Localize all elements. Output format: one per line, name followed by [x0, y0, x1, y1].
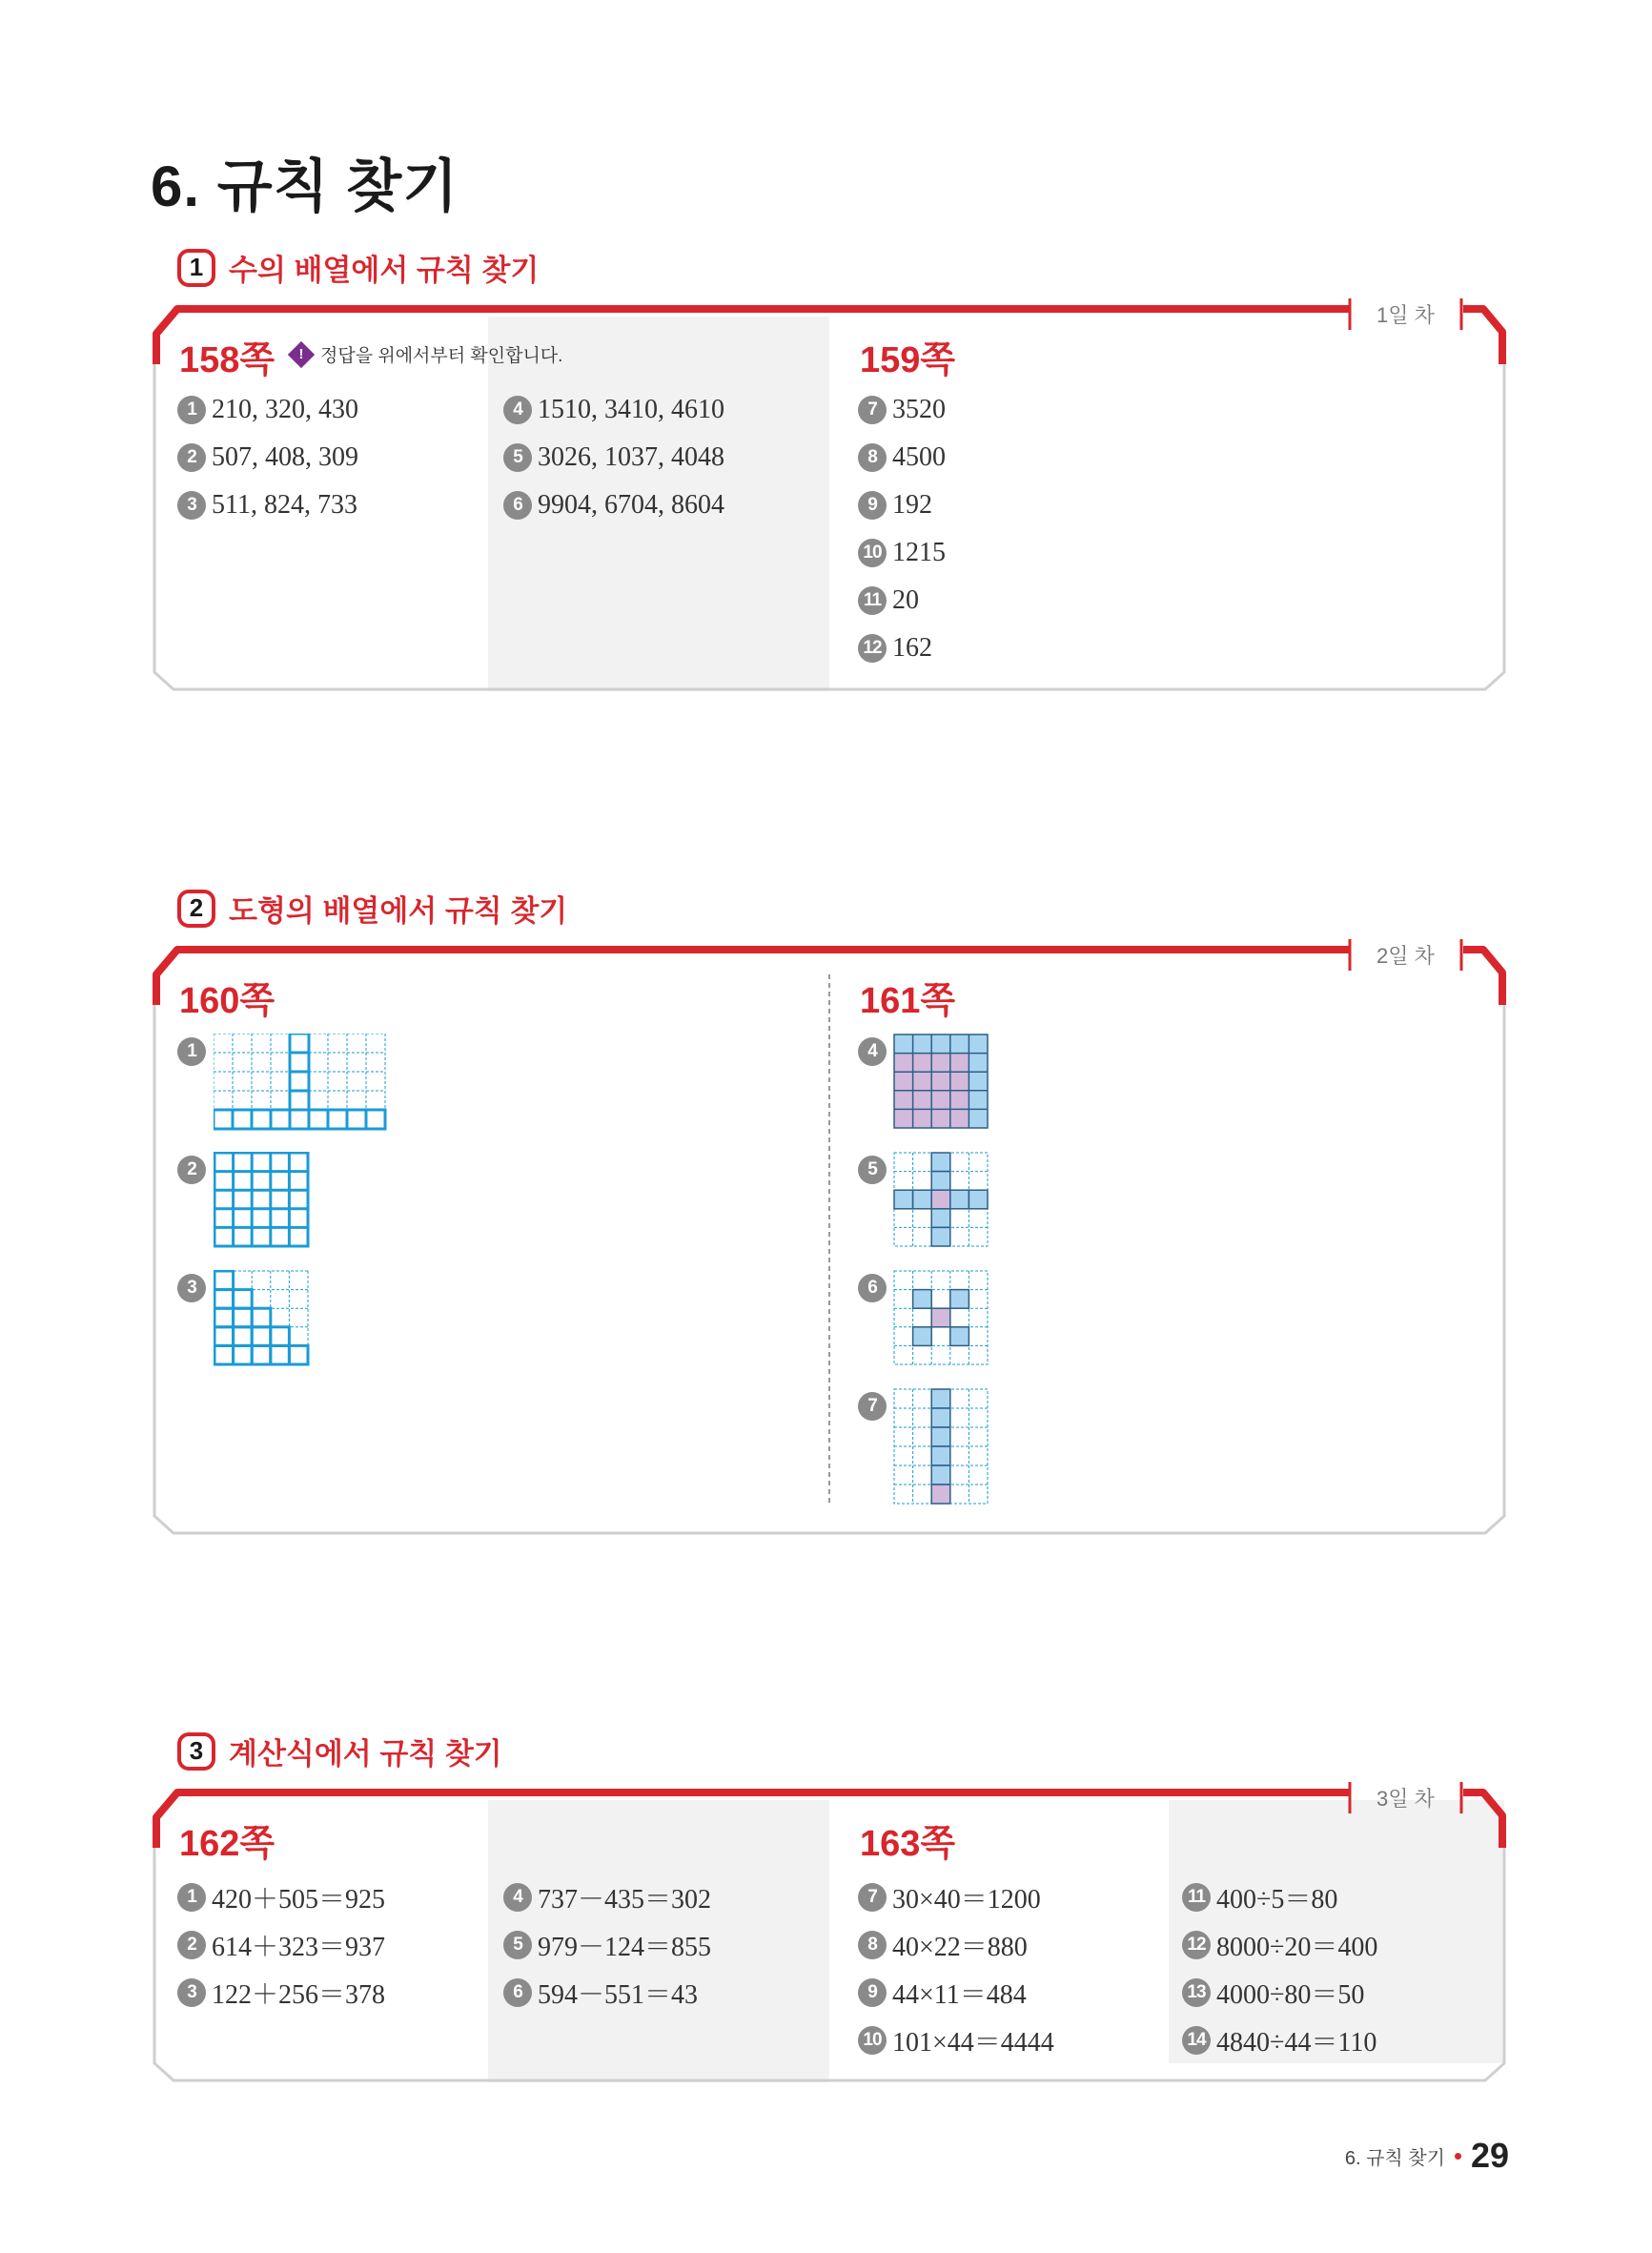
- note-text: 정답을 위에서부터 확인합니다.: [320, 346, 563, 366]
- pattern-figure-6: [893, 1270, 990, 1367]
- answer-item: 11 20: [858, 585, 919, 616]
- answer-item: 10 1215: [858, 538, 946, 568]
- answer-item: 5 3026, 1037, 4048: [503, 442, 724, 473]
- answer-item: 5 979－124＝855: [503, 1926, 711, 1964]
- answer-item: 13 4000÷80＝50: [1182, 1974, 1364, 2012]
- page-ref-160: 160쪽: [179, 981, 275, 1021]
- page-number: 29: [1470, 2136, 1509, 2175]
- answer-item: 12 8000÷20＝400: [1182, 1926, 1377, 1964]
- figure-number: 1: [177, 1037, 206, 1066]
- chapter-title: 6. 규칙 찾기: [151, 154, 459, 218]
- pattern-figure-5: [893, 1152, 990, 1249]
- page-footer: [1345, 2136, 1509, 2176]
- answer-item: 9 192: [858, 490, 932, 521]
- page-ref-158: 158쪽: [179, 340, 275, 380]
- answer-item: 11 400÷5＝80: [1182, 1878, 1337, 1916]
- answer-item: 3 122＋256＝378: [177, 1974, 385, 2012]
- pattern-figure-7: [893, 1388, 990, 1506]
- section-1-panel: [153, 296, 1506, 691]
- figure-number: 2: [177, 1156, 206, 1184]
- day-label: 2일 차: [1377, 944, 1435, 968]
- day-label: 1일 차: [1377, 303, 1435, 327]
- footer-chapter: 6. 규칙 찾기: [1344, 2147, 1445, 2169]
- panel-frame: [153, 936, 1506, 1535]
- section-3-header: [177, 1730, 502, 1772]
- pattern-figure-2: [214, 1152, 311, 1249]
- answer-item: 7 3520: [858, 395, 946, 425]
- answer-item: 4 737－435＝302: [503, 1878, 711, 1916]
- section-1-header: [177, 246, 539, 289]
- figure-number: 5: [858, 1156, 887, 1184]
- answer-item: 3 511, 824, 733: [177, 490, 357, 521]
- answer-item: 4 1510, 3410, 4610: [503, 395, 724, 425]
- pattern-figure-3: [214, 1270, 311, 1367]
- answer-item: 10 101×44＝4444: [858, 2021, 1054, 2059]
- pattern-figure-1: [214, 1034, 387, 1131]
- section-2-header: [177, 887, 567, 930]
- answer-item: 7 30×40＝1200: [858, 1878, 1041, 1916]
- answer-item: 9 44×11＝484: [858, 1974, 1027, 2012]
- section-3-panel: [153, 1779, 1506, 2082]
- section-2-panel: [153, 936, 1506, 1535]
- exclamation-icon: !: [288, 340, 315, 367]
- answer-item: 1 210, 320, 430: [177, 395, 358, 425]
- answer-item: 6 9904, 6704, 8604: [503, 490, 724, 521]
- section-number-badge: 2: [177, 890, 215, 928]
- figure-number: 6: [858, 1274, 887, 1302]
- note: [292, 341, 562, 367]
- section-number-badge: 3: [177, 1732, 215, 1771]
- day-label: 3일 차: [1377, 1787, 1435, 1811]
- answer-item: 2 614＋323＝937: [177, 1926, 385, 1964]
- answer-item: 14 4840÷44＝110: [1182, 2021, 1377, 2059]
- page-ref-159: 159쪽: [860, 340, 956, 380]
- answer-item: 12 162: [858, 633, 932, 664]
- section-title: 도형의 배열에서 규칙 찾기: [229, 894, 568, 928]
- figure-number: 3: [177, 1274, 206, 1302]
- figure-number: 4: [858, 1037, 887, 1066]
- page-ref-163: 163쪽: [860, 1824, 956, 1864]
- answer-item: 8 40×22＝880: [858, 1926, 1028, 1964]
- section-title: 계산식에서 규칙 찾기: [229, 1737, 502, 1771]
- page-ref-162: 162쪽: [179, 1824, 275, 1864]
- answer-item: 6 594－551＝43: [503, 1974, 698, 2012]
- page-ref-161: 161쪽: [860, 981, 956, 1021]
- pattern-figure-4: [893, 1034, 990, 1131]
- answer-item: 8 4500: [858, 442, 946, 473]
- section-number-badge: 1: [177, 249, 215, 287]
- answer-item: 2 507, 408, 309: [177, 442, 358, 473]
- footer-separator-dot: [1455, 2153, 1461, 2160]
- figure-number: 7: [858, 1392, 887, 1421]
- answer-item: 1 420＋505＝925: [177, 1878, 385, 1916]
- section-title: 수의 배열에서 규칙 찾기: [229, 254, 540, 287]
